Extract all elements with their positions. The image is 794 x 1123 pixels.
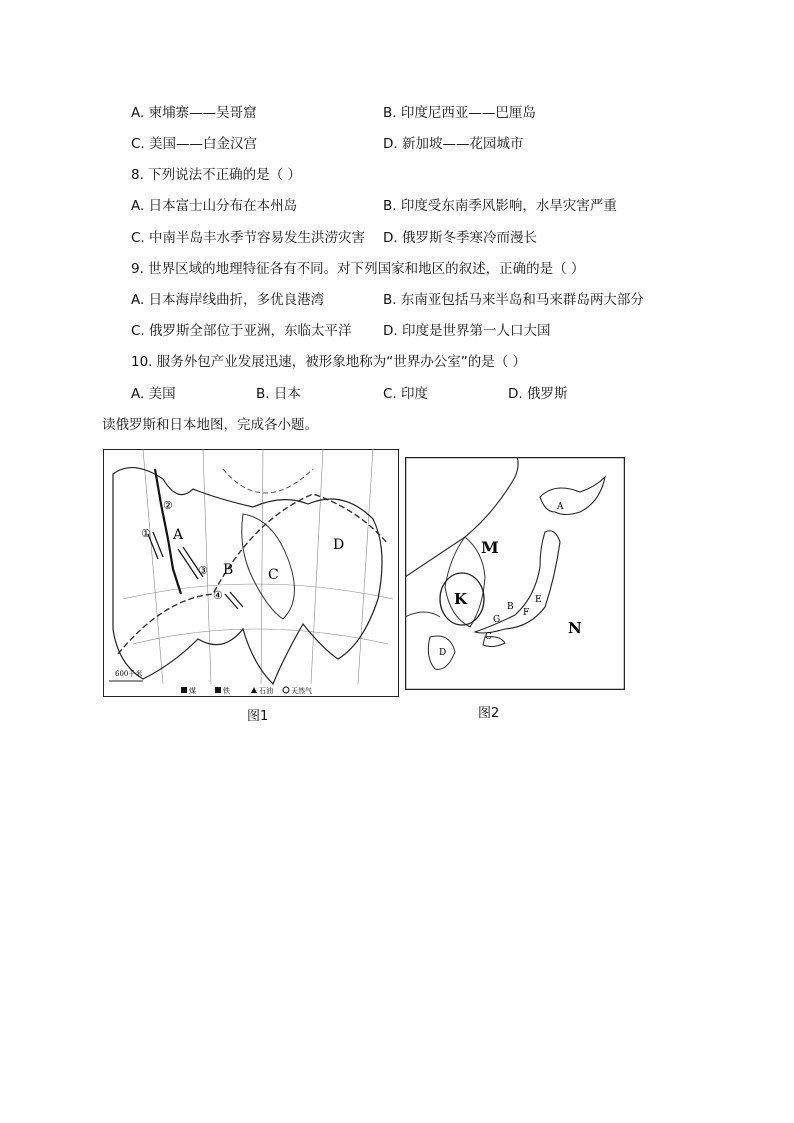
q7-option-d: D. 新加坡——花园城市 (383, 136, 524, 152)
q8-stem: 8. 下列说法不正确的是（ ） (131, 167, 301, 183)
map-intro: 读俄罗斯和日本地图，完成各小题。 (102, 417, 318, 433)
q7-option-b: B. 印度尼西亚——巴厘岛 (383, 105, 536, 121)
q7-option-a: A. 柬埔寨——吴哥窟 (131, 105, 257, 121)
q8-option-d: D. 俄罗斯冬季寒冷而漫长 (383, 230, 537, 246)
region-label-b: B (223, 562, 234, 578)
label-d: D (439, 648, 447, 658)
q9-option-a: A. 日本海岸线曲折，多优良港湾 (131, 292, 325, 308)
q10-option-b: B. 日本 (256, 386, 301, 402)
q10-stem: 10. 服务外包产业发展迅速，被形象地称为“世界办公室”的是（ ） (131, 354, 527, 370)
legend-coal: 煤 (189, 687, 196, 695)
region-label-d: D (333, 537, 345, 553)
region-label-c: C (268, 567, 279, 583)
marker-4: ④ (213, 589, 223, 602)
q8-option-c: C. 中南半岛丰水季节容易发生洪涝灾害 (131, 230, 366, 246)
legend-oil: 石油 (259, 687, 273, 695)
q9-option-c: C. 俄罗斯全部位于亚洲，东临太平洋 (131, 323, 352, 339)
label-f: F (523, 608, 530, 618)
scale-label: 600千米 (115, 670, 143, 678)
q7-option-c: C. 美国——白金汉宫 (131, 136, 258, 152)
q9-option-b: B. 东南亚包括马来半岛和马来群岛两大部分 (383, 292, 644, 308)
figure-1-caption: 图1 (247, 709, 269, 724)
q10-option-d: D. 俄罗斯 (508, 386, 568, 402)
marker-3: ③ (198, 564, 208, 577)
legend-iron: 铁 (223, 687, 230, 695)
q10-option-a: A. 美国 (131, 386, 176, 402)
label-c: C (485, 632, 492, 642)
label-a: A (557, 502, 564, 512)
figure-2-caption: 图2 (478, 706, 500, 721)
q8-option-a: A. 日本富士山分布在本州岛 (131, 198, 298, 214)
label-n: N (568, 619, 582, 637)
q9-stem: 9. 世界区域的地理特征各有不同。对下列国家和地区的叙述，正确的是（ ） (131, 261, 585, 277)
label-g: G (493, 615, 501, 625)
legend-gas: 天然气 (291, 687, 312, 695)
label-k: K (454, 590, 468, 608)
marker-2: ② (163, 499, 173, 512)
label-m: M (481, 538, 499, 557)
q10-option-c: C. 印度 (383, 386, 429, 402)
region-label-a: A (173, 527, 184, 543)
q9-option-d: D. 印度是世界第一人口大国 (383, 323, 551, 339)
label-b: B (507, 602, 514, 612)
q8-option-b: B. 印度受东南季风影响，水旱灾害严重 (383, 198, 617, 214)
label-e: E (535, 595, 542, 605)
japan-map (405, 457, 625, 690)
russia-map (103, 449, 399, 697)
marker-1: ① (141, 527, 151, 540)
